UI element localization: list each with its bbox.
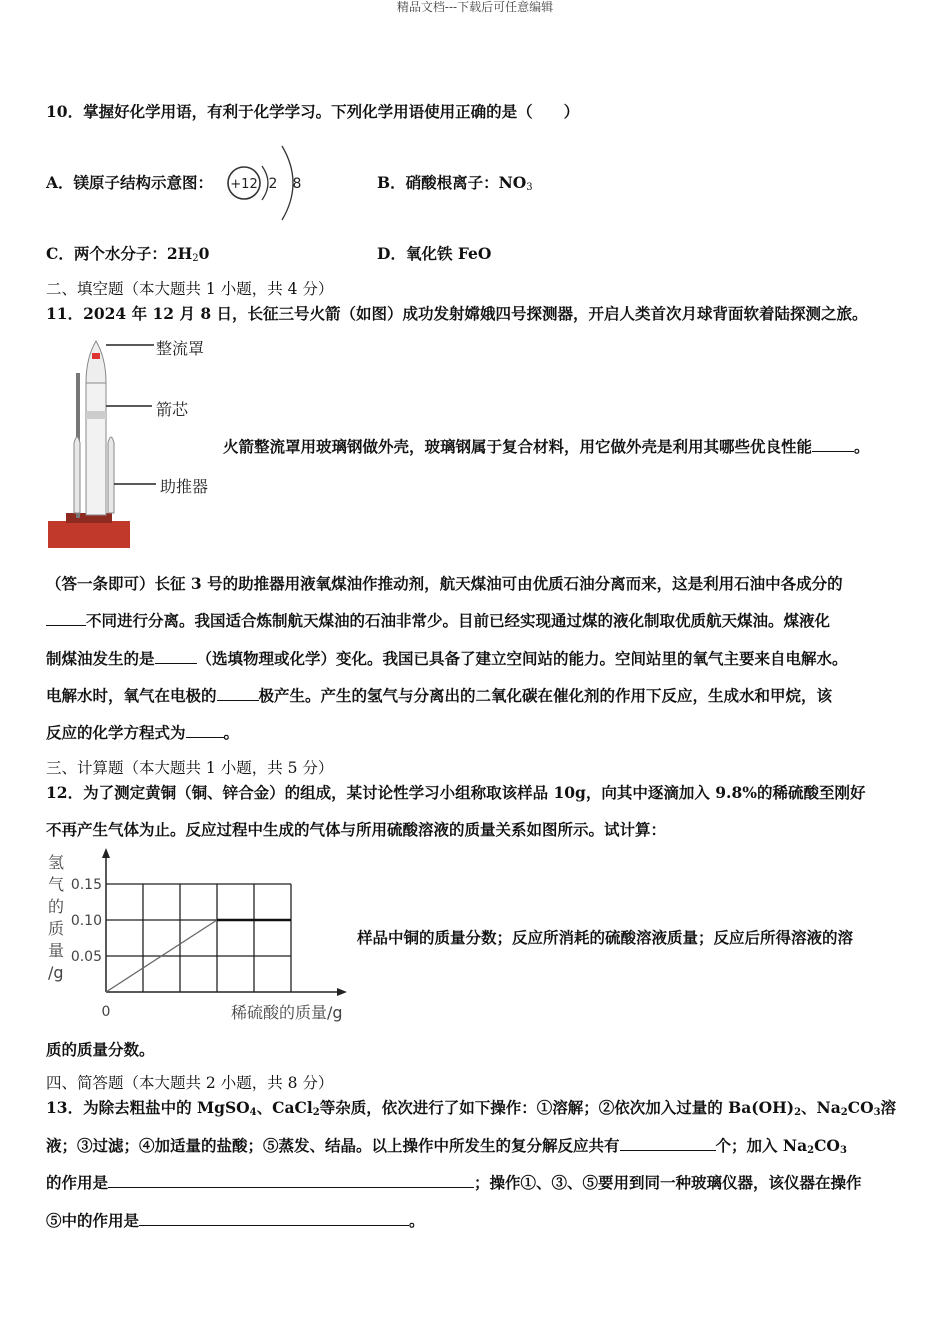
atom-shell2-count: 8 xyxy=(292,176,302,192)
q10-option-c: C．两个水分子：$2H_20$ xyxy=(46,244,210,264)
page-header: 精品文档---下载后可任意编辑 xyxy=(396,0,554,14)
flag-icon xyxy=(92,353,100,359)
answer-blank[interactable] xyxy=(108,1173,474,1188)
y-tick-label: 0.15 xyxy=(70,877,102,893)
answer-blank[interactable] xyxy=(186,723,224,738)
answer-blank[interactable] xyxy=(217,686,259,701)
q10-option-d: D．氧化铁 FeO xyxy=(377,244,492,263)
mg-atom-diagram xyxy=(222,140,312,226)
y-axis-label-char: 气 xyxy=(48,875,65,894)
y-axis-arrow xyxy=(102,848,110,858)
answer-blank[interactable] xyxy=(620,1136,716,1151)
atom-shell1-count: 2 xyxy=(268,176,278,192)
q12-tail: 质的质量分数。 xyxy=(46,1040,155,1059)
origin-label: 0 xyxy=(101,1004,111,1020)
label-booster: 助推器 xyxy=(160,477,209,496)
y-axis-label-char: 质 xyxy=(48,919,65,938)
y-axis-label-char: 氢 xyxy=(48,853,65,872)
label-core: 箭芯 xyxy=(156,400,189,419)
q11-line-5: 反应的化学方程式为 。 xyxy=(46,723,240,742)
q10-option-b: B．硝酸根离子：$NO_3$ xyxy=(377,173,533,193)
rocket-core xyxy=(86,383,106,515)
label-fairing: 整流罩 xyxy=(156,339,205,358)
q12-line-2: 不再产生气体为止。反应过程中生成的气体与所用硫酸溶液的质量关系如图所示。试计算： xyxy=(46,820,667,839)
q13-line-3: 的作用是 ；操作①、③、⑤要用到同一种玻璃仪器，该仪器在操作 xyxy=(46,1173,862,1192)
q12-side-text: 样品中铜的质量分数；反应所消耗的硫酸溶液质量；反应后所得溶液的溶 xyxy=(357,928,854,947)
q11-line-3: 制煤油发生的是 （选填物理或化学）变化。我国已具备了建立空间站的能力。空间站里的氧气主要来自电解水。 xyxy=(46,649,848,668)
q13-line-2: 液；③过滤；④加适量的盐酸；⑤蒸发、结晶。以上操作中所发生的复分解反应共有 个；加入 $Na_2CO_3$ xyxy=(46,1136,847,1156)
y-axis-label-char: 量 xyxy=(48,941,65,960)
hydrogen-mass-chart xyxy=(40,848,360,1028)
y-tick-label: 0.10 xyxy=(70,913,102,929)
launch-pad xyxy=(48,521,130,548)
atom-nucleus-label: +12 xyxy=(230,177,258,192)
y-tick-label: 0.05 xyxy=(70,949,102,965)
q11-stem: 11．2024 年 12 月 8 日，长征三号火箭（如图）成功发射嫦娥四号探测器，开启人类首次月球背面软着陆探测之旅。 xyxy=(46,304,868,323)
q12-line-1: 12．为了测定黄铜（铜、锌合金）的组成，某讨论性学习小组称取该样品 10g，向其中逐滴加入 9.8%的稀硫酸至刚好 xyxy=(46,783,866,802)
y-axis-label-char: 的 xyxy=(48,897,65,916)
section-calculation: 三、计算题（本大题共 1 小题，共 5 分） xyxy=(46,759,334,777)
q11-line-1: （答一条即可）长征 3 号的助推器用液氧煤油作推动剂，航天煤油可由优质石油分离而来，这是利用石油中各成分的 xyxy=(46,574,843,593)
section-short-answer: 四、简答题（本大题共 2 小题，共 8 分） xyxy=(46,1074,334,1092)
answer-blank[interactable] xyxy=(155,649,197,664)
rocket-booster-left xyxy=(74,437,80,513)
x-axis-arrow xyxy=(337,988,347,996)
q10-option-a: A．镁原子结构示意图： xyxy=(46,173,214,192)
x-axis-label: 稀硫酸的质量/g xyxy=(231,1003,343,1022)
electron-shell-1 xyxy=(262,166,268,200)
q13-line-4: ⑤中的作用是 。 xyxy=(46,1211,425,1230)
electron-shell-2 xyxy=(282,146,293,220)
q11-line-4: 电解水时，氧气在电极的 极产生。产生的氢气与分离出的二氧化碳在催化剂的作用下反应，生成水和甲烷，该 xyxy=(46,686,833,705)
q13-line-1: 13．为除去粗盐中的 MgSO$_4$、CaCl$_2$等杂质，依次进行了如下操作：①溶解；②依次加入过量的 $Ba(OH)_2$、$Na_2CO_3$溶 xyxy=(46,1098,897,1118)
q11-rocket-question: 火箭整流罩用玻璃钢做外壳，玻璃钢属于复合材料，用它做外壳是利用其哪些优良性能 。 xyxy=(223,437,870,456)
y-axis-label-char: /g xyxy=(48,963,64,982)
answer-blank[interactable] xyxy=(46,611,86,626)
answer-blank[interactable] xyxy=(812,437,854,452)
answer-blank[interactable] xyxy=(139,1211,409,1226)
rocket-booster-right xyxy=(108,437,114,513)
q10-stem: 10．掌握好化学用语，有利于化学学习。下列化学用语使用正确的是（ ） xyxy=(46,102,580,121)
section-fill-in: 二、填空题（本大题共 1 小题，共 4 分） xyxy=(46,280,334,298)
q11-line-2: 不同进行分离。我国适合炼制航天煤油的石油非常少。目前已经实现通过煤的液化制取优质航天煤油。煤液化 xyxy=(46,611,830,631)
rocket-figure xyxy=(46,333,226,548)
